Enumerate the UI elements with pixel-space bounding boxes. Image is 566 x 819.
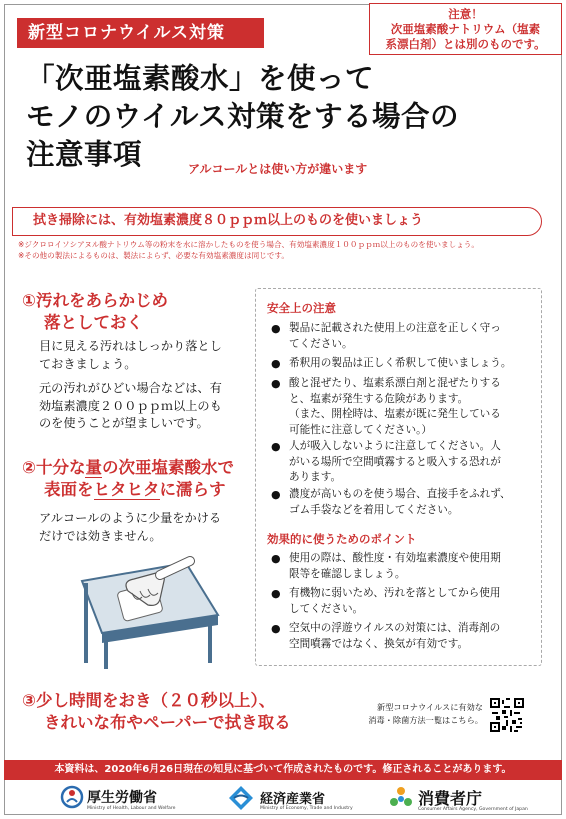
step3-title-line2: きれいな布やペーパーで拭き取る — [44, 713, 291, 732]
meti-name: 経済産業省 — [260, 792, 326, 807]
safety-item-2: ● 希釈用の製品は正しく希釈して使いましょう。 — [271, 357, 512, 370]
title-line-3: 注意事項 — [26, 138, 143, 171]
step2-title-2a: 表面を — [44, 480, 94, 499]
step2-title-2b: ヒタヒタ — [93, 480, 160, 499]
step1-title-line1: ①汚れをあらかじめ — [22, 291, 168, 310]
bullet-icon: ● — [271, 322, 281, 335]
safety-heading: 安全上の注意 — [267, 301, 336, 315]
topic-badge: 新型コロナウイルス対策 — [17, 18, 264, 48]
meti-logo-icon — [228, 785, 254, 811]
safety-item-4: ● 人が吸入しないように注意してください。人 がいる場所で空間噴霧すると吸入する恐れが あります。 — [271, 440, 501, 483]
effective-heading: 効果的に使うためのポイント — [267, 532, 417, 546]
step2-title-1c: の次亜塩素酸水で — [101, 458, 234, 477]
footnote-1: ※ジクロロイソシアヌル酸ナトリウム等の粉末を水に溶かしたものを使う場合、有効塩素濃度１００ｐｐｍ以上のものを使いましょう。 — [18, 240, 479, 249]
caution-text-1: 次亜塩素酸ナトリウム（塩素 — [390, 22, 541, 36]
step2-title-2c: に濡らす — [159, 480, 226, 499]
footer-disclaimer: 本資料は、2020年6月26日現在の知見に基づいて作成されたものです。修正されることがあります。 — [4, 760, 562, 780]
step2-title-1a: ②十分な — [22, 458, 86, 477]
qr-caption-line1: 新型コロナウイルスに有効な — [377, 702, 483, 712]
step2-title-line2 — [22, 479, 234, 501]
footnotes — [18, 239, 479, 261]
step1-body-1 — [39, 338, 222, 373]
mhlw-en: Ministry of Health, Labour and Welfare — [87, 806, 176, 811]
title-line-1: 「次亜塩素酸水」を使って — [26, 62, 375, 95]
step3-title-line1: ③少し時間をおき（２０秒以上）、 — [22, 691, 276, 710]
step1-body-1-line2: ておきましょう。 — [39, 356, 137, 371]
caa-name: 消費者庁 — [418, 789, 483, 808]
step1-body-2 — [39, 380, 222, 433]
step2-title — [22, 457, 234, 501]
safety-item-5: ● 濃度が高いものを使う場合、直接手をふれず、 ゴム手袋などを着用してください。 — [271, 488, 511, 516]
bullet-icon: ● — [271, 587, 281, 600]
mhlw-logo-icon — [60, 785, 84, 809]
effective-item-2: ● 有機物に弱いため、汚れを落としてから使用 してください。 — [271, 587, 501, 615]
qr-caption — [361, 701, 483, 727]
step1-body-1-line1: 目に見える汚れはしっかり落とし — [39, 339, 222, 353]
bullet-icon: ● — [271, 622, 281, 635]
step2-title-line1 — [22, 457, 234, 479]
caution-box — [369, 3, 562, 55]
step2-body — [39, 510, 221, 545]
bullet-icon: ● — [271, 377, 281, 390]
qr-caption-line2: 消毒・除菌方法一覧はこちら。 — [368, 715, 483, 725]
bullet-icon: ● — [271, 440, 281, 453]
step1-body-2-line2: 効塩素濃度２００ｐｐｍ以上のも — [39, 398, 222, 413]
step1-title-line2: 落としておく — [44, 313, 143, 332]
bullet-icon: ● — [271, 552, 281, 565]
effective-item-1: ● 使用の際は、酸性度・有効塩素濃度や使用期 限等を確認しましょう。 — [271, 552, 501, 580]
page-title — [26, 60, 459, 174]
mhlw-name: 厚生労働省 — [87, 790, 157, 806]
step2-body-line2: だけでは効きません。 — [39, 528, 162, 543]
title-subtitle: アルコールとは使い方が違います — [188, 162, 368, 176]
step2-body-line1: アルコールのように少量をかける — [39, 511, 222, 525]
caa-logo-icon — [388, 785, 414, 811]
safety-item-3: ● 酸と混ぜたり、塩素系漂白剤と混ぜたりする と、塩素が発生する危険があります。 （また、開栓時は、塩素が既に発生している 可能性に注意してください。） — [271, 377, 501, 436]
step3-title — [22, 690, 291, 734]
caa-en: Consumer Affairs Agency, Government of Japan — [418, 807, 528, 812]
caution-text-2: 系漂白剤）とは別のものです。 — [385, 37, 546, 51]
qr-code-icon[interactable] — [490, 698, 524, 732]
step2-title-1b: 量 — [85, 458, 102, 477]
step1-title — [22, 290, 168, 334]
wiping-table-illustration — [60, 545, 220, 670]
footnote-2: ※その他の製法によるものは、製法によらず、必要な有効塩素濃度は同じです。 — [18, 251, 289, 260]
step1-body-2-line1: 元の汚れがひどい場合などは、有 — [39, 381, 222, 395]
bullet-icon: ● — [271, 357, 281, 370]
title-line-2: モノのウイルス対策をする場合の — [26, 100, 460, 133]
safety-item-1: ● 製品に記載された使用上の注意を正しく守っ てください。 — [271, 322, 501, 350]
effective-item-3: ● 空気中の浮遊ウイルスの対策には、消毒剤の 空間噴霧ではなく、換気が有効です。 — [271, 622, 501, 650]
step1-body-2-line3: のを使うことが望ましいです。 — [39, 416, 209, 430]
bullet-icon: ● — [271, 488, 281, 501]
meti-en: Ministry of Economy, Trade and Industry — [260, 806, 353, 811]
concentration-banner: 拭き掃除には、有効塩素濃度８０ｐｐｍ以上のものを使いましょう — [12, 207, 542, 236]
caution-heading: 注意！ — [448, 7, 483, 21]
